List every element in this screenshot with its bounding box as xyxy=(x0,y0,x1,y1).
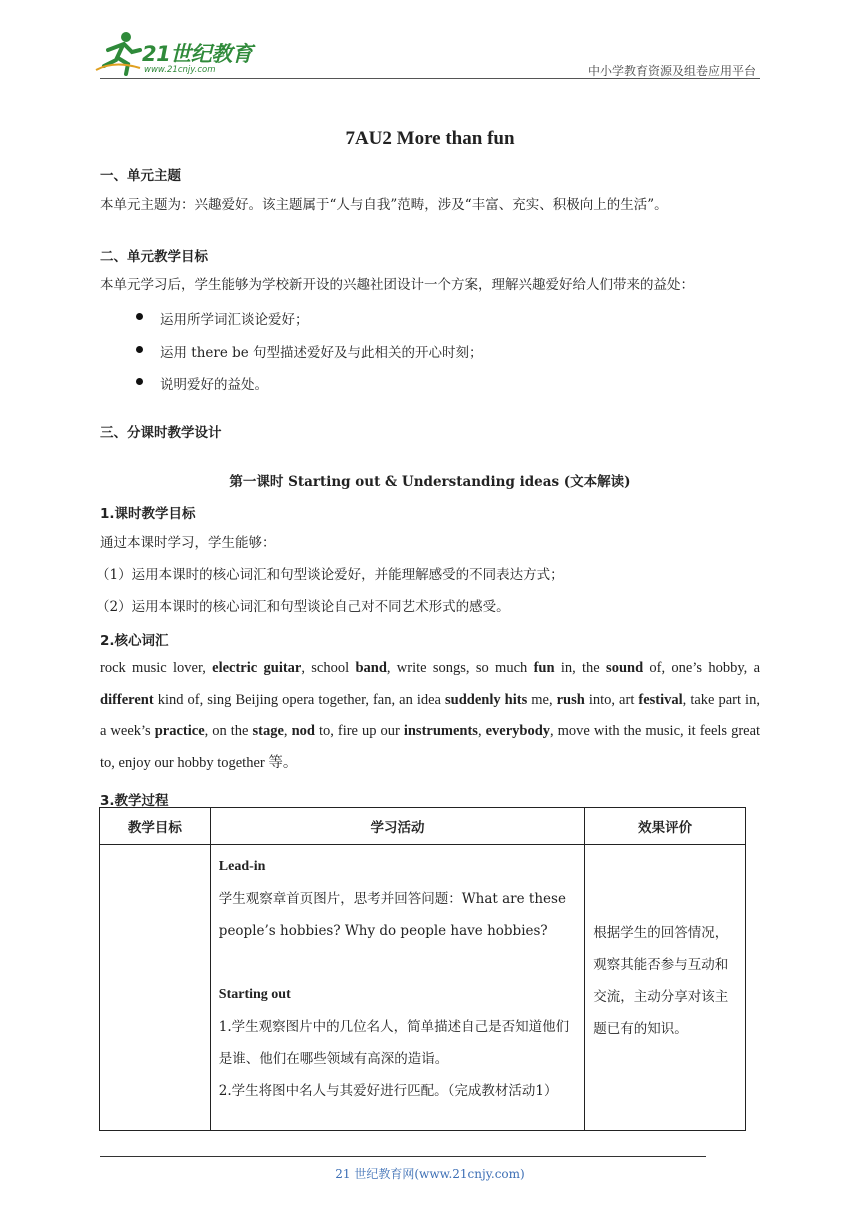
vocab-text: , on the xyxy=(204,723,253,739)
teaching-process-table xyxy=(99,807,746,1131)
footer-divider xyxy=(100,1156,706,1157)
vocab-text: , write songs, so much xyxy=(386,660,534,676)
site-logo[interactable] xyxy=(94,30,264,80)
logo-text: 21世纪教育 xyxy=(142,42,253,66)
column-header: 效果评价 xyxy=(585,808,746,845)
vocab-text: , xyxy=(283,723,292,739)
bullet-item: 运用 there be 句型描述爱好及与此相关的开心时刻； xyxy=(160,345,483,361)
vocab-keyword: different xyxy=(100,691,154,708)
table-header-row xyxy=(100,808,746,845)
column-header: 教学目标 xyxy=(100,808,211,845)
vocab-text: kind of, sing Beijing opera together, fan, an idea xyxy=(153,691,446,708)
section2-heading: 二、单元教学目标 xyxy=(100,249,208,265)
leadin-text: 学生观察章首页图片，思考并回答问题：What are these people’s hobbies? Why do people have hobbies? xyxy=(218,891,566,939)
vocab-text: to, fire up our xyxy=(314,723,404,739)
leadin-label: Lead-in xyxy=(218,859,266,874)
goal-intro: 通过本课时学习，学生能够： xyxy=(100,535,276,551)
vocab-text: , take part in, a week’s xyxy=(100,691,760,739)
section1-heading: 一、单元主题 xyxy=(100,168,181,184)
vocab-keyword: everybody xyxy=(485,723,551,739)
vocab-keyword: festival xyxy=(638,691,683,708)
vocab-keyword: rush xyxy=(556,691,585,708)
vocab-keyword: nod xyxy=(291,723,315,739)
evaluation-cell: 根据学生的回答情况，观察其能否参与互动和交流，主动分享对该主题已有的知识。 xyxy=(585,845,746,1131)
section3-heading: 三、分课时教学设计 xyxy=(100,425,222,441)
section2-text: 本单元学习后，学生能够为学校新开设的兴趣社团设计一个方案，理解兴趣爱好给人们带来的益处： xyxy=(100,277,694,293)
goal-item: （1）运用本课时的核心词汇和句型谈论爱好，并能理解感受的不同表达方式； xyxy=(96,567,564,583)
step-text: 1.学生观察图片中的几位名人，简单描述自己是否知道他们是谁、他们在哪些领域有高深的造诣。 xyxy=(218,1019,570,1067)
vocab-text: me, xyxy=(527,691,557,708)
bullet-item: 说明爱好的益处。 xyxy=(160,377,268,393)
process-heading: 3.教学过程 xyxy=(100,793,169,809)
activity-cell xyxy=(210,845,584,1131)
footer-link[interactable]: 21 世纪教育网(www.21cnjy.com) xyxy=(335,1167,525,1181)
vocab-paragraph xyxy=(100,653,760,779)
header-divider xyxy=(100,78,760,79)
vocab-keyword: electric guitar xyxy=(212,660,302,676)
bullet-dot xyxy=(136,378,143,385)
vocab-text: in, the xyxy=(554,660,607,676)
goal-heading: 1.课时教学目标 xyxy=(100,506,196,522)
document-title: 7AU2 More than fun xyxy=(345,128,515,149)
vocab-text: , xyxy=(477,723,486,739)
bullet-dot xyxy=(136,313,143,320)
vocab-text: , move with the music, it feels great to, enjoy our hobby together 等。 xyxy=(100,723,761,771)
vocab-text: of, one’s hobby, a xyxy=(643,660,761,676)
vocab-text: into, art xyxy=(584,691,639,708)
goal-item: （2）运用本课时的核心词汇和句型谈论自己对不同艺术形式的感受。 xyxy=(96,599,510,615)
vocab-keyword: practice xyxy=(154,723,205,739)
page-header xyxy=(0,0,860,80)
vocab-text: rock music lover, xyxy=(100,660,213,676)
goal-cell xyxy=(100,845,211,1131)
bullet-item: 运用所学词汇谈论爱好； xyxy=(160,312,309,328)
vocab-keyword: sound xyxy=(606,660,644,676)
table-row xyxy=(100,845,746,1131)
section1-text: 本单元主题为：兴趣爱好。该主题属于“人与自我”范畴，涉及“丰富、充实、积极向上的生活”。 xyxy=(100,197,668,213)
vocab-heading: 2.核心词汇 xyxy=(100,633,169,649)
vocab-keyword: fun xyxy=(533,660,555,676)
bullet-dot xyxy=(136,346,143,353)
vocab-text: , school xyxy=(301,660,356,676)
runner-icon xyxy=(94,30,144,76)
column-header: 学习活动 xyxy=(210,808,584,845)
vocab-keyword: instruments xyxy=(403,723,478,739)
vocab-keyword: suddenly hits xyxy=(445,691,528,708)
platform-name: 中小学教育资源及组卷应用平台 xyxy=(587,64,756,78)
vocab-keyword: stage xyxy=(252,723,284,739)
vocab-keyword: band xyxy=(355,660,387,676)
lesson-title: 第一课时 Starting out & Understanding ideas (文本解读) xyxy=(229,474,631,490)
starting-label: Starting out xyxy=(218,987,291,1002)
logo-url: www.21cnjy.com xyxy=(144,65,216,75)
step-text: 2.学生将图中名人与其爱好进行匹配。（完成教材活动1） xyxy=(218,1083,558,1099)
